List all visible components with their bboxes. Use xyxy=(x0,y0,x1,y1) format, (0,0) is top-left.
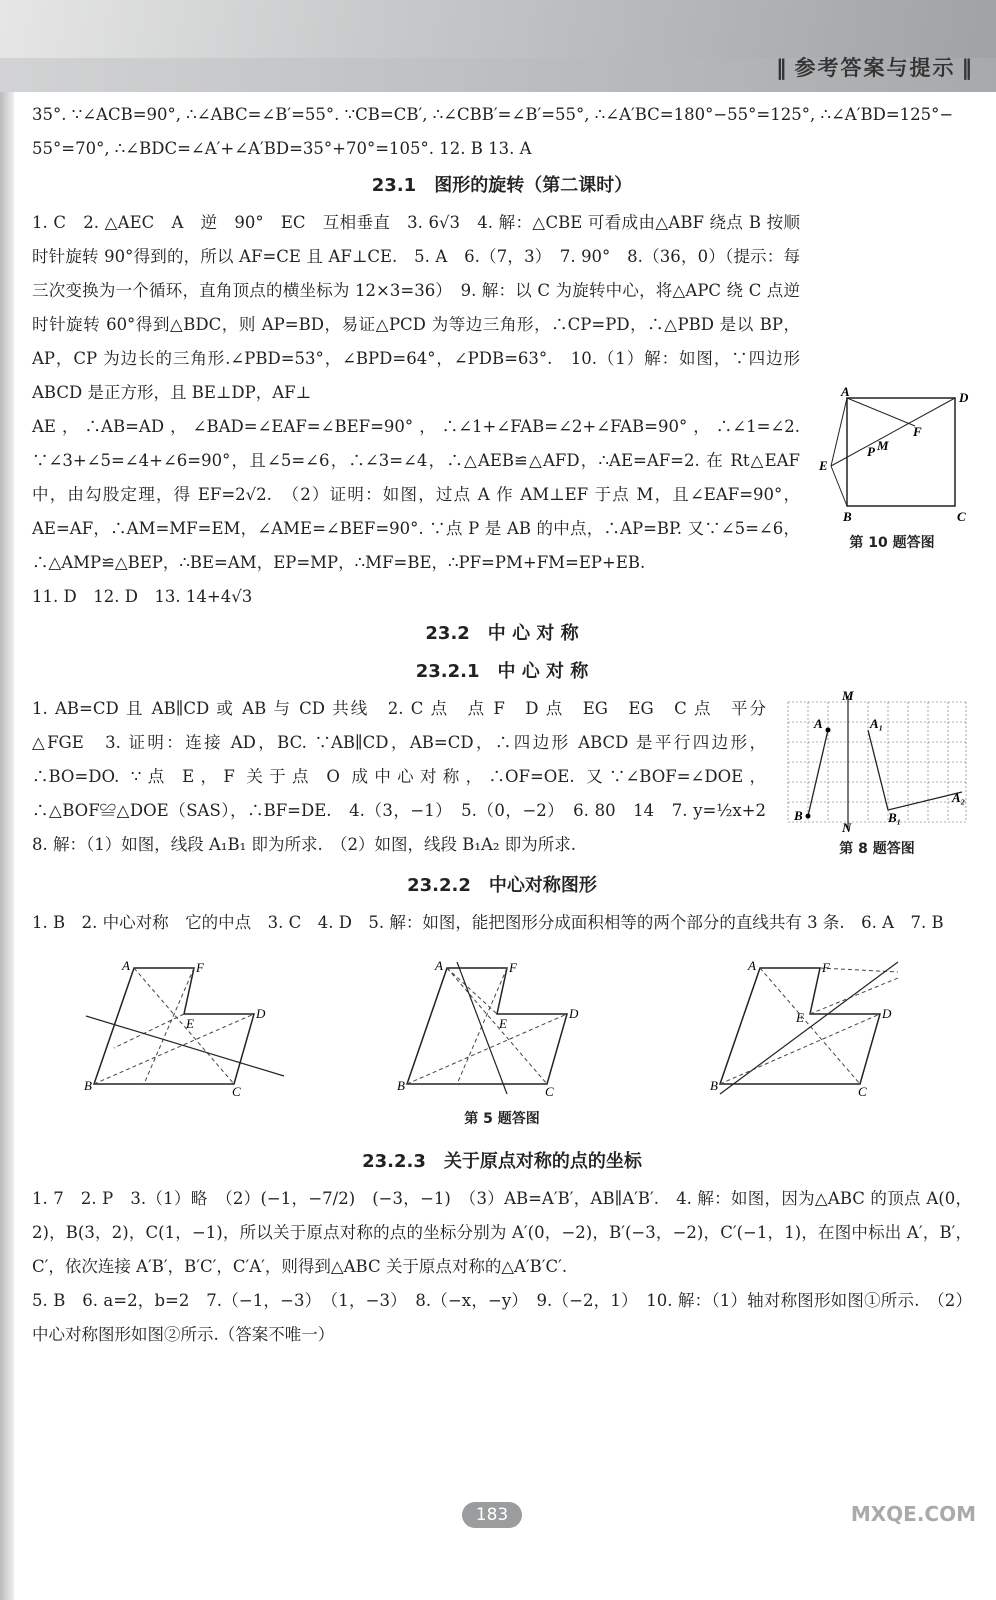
svg-text:A: A xyxy=(434,958,443,973)
header-title: ‖ 参考答案与提示 ‖ xyxy=(776,52,974,82)
svg-text:A₁: A₁ xyxy=(870,716,884,731)
svg-text:D: D xyxy=(255,1006,266,1021)
svg-text:M: M xyxy=(842,688,854,703)
svg-text:A: A xyxy=(841,384,850,399)
q10-caption: 第 10 题答图 xyxy=(849,535,935,551)
svg-text:M: M xyxy=(877,438,889,453)
svg-text:B: B xyxy=(794,808,803,823)
section-23-2-3-para-2: 5. B 6. a=2，b=2 7.（−1，−3） （1，−3） 8.（−x，−y） 9.（−2，1） 10. 解：（1）轴对称图形如图①所示. （2）中心对称图形如图②所示.（答案不唯一） xyxy=(32,1291,972,1344)
svg-text:E: E xyxy=(498,1016,507,1031)
q5-caption: 第 5 题答图 xyxy=(464,1111,540,1127)
svg-text:B: B xyxy=(843,509,852,524)
continued-line-2: 55°=70°, ∴∠BDC=∠A′+∠A′BD=35°+70°=105°. 12. B 13. A xyxy=(32,139,532,158)
q8-grid-diagram xyxy=(784,688,970,835)
svg-text:A: A xyxy=(814,716,823,731)
section-23-2-1-block xyxy=(32,688,972,866)
figure-q8 xyxy=(782,688,972,866)
section-23-2-1-para: 1. AB=CD 且 AB∥CD 或 AB 与 CD 共线 2. C 点 点 F D 点 EG EG C 点 平分 △FGE 3. 证明：连接 AD，BC. ∵AB∥CD，AB=CD，∴四边形 ABCD 是平行四边形，∴BO=DO. ∵点 E，F 关于点 O 成中心对称，∴OF=OE. 又∵∠BOF=∠DOE，∴△BOF≌△DOE（SAS），∴BF=DE. 4.（3，−1） 5.（0，−2） 6. 80 14 7. y=½x+2 8. 解：（1）如图，线段 A₁B₁ 即为所求. （2）如图，线段 B₁A₂ 即为所求. xyxy=(32,699,783,854)
svg-text:C: C xyxy=(231,1084,241,1099)
page-header xyxy=(0,0,996,92)
svg-text:A₂: A₂ xyxy=(952,790,966,805)
q5-figure-2 xyxy=(397,958,607,1098)
section-23-1-para-2: AE，∴AB=AD，∠BAD=∠EAF=∠BEF=90°，∴∠1+∠FAB=∠2+∠FAB=90°，∴∠1=∠2. ∵∠3+∠5=∠4+∠6=90°，且∠5=∠6，∴∠3=∠4，∴△AEB≌△AFD，∴AE=AF=2. 在 Rt△EAF 中，由勾股定理，得 EF=2√2. （2）证明：如图，过点 A 作 AM⊥EF 于点 M，且∠EAF=90°，AE=AF，∴AM=MF=EM，∠AME=∠BEF=90°. ∵点 P 是 AB 的中点，∴AP=BP. 又∵∠5=∠6，∴△AMP≌△BEP，∴BE=AM，EP=MP，∴MF=BE，∴PF=PM+FM=EP+EB. xyxy=(32,417,800,572)
svg-text:D: D xyxy=(568,1006,579,1021)
svg-text:B₁: B₁ xyxy=(888,810,902,825)
page-content xyxy=(32,98,972,1352)
section-title-23-1: 23.1 图形的旋转（第二课时） xyxy=(371,175,633,196)
page-number: 183 xyxy=(462,1502,522,1528)
svg-text:E: E xyxy=(185,1016,194,1031)
svg-text:F: F xyxy=(822,960,831,975)
svg-text:C: C xyxy=(544,1084,554,1099)
section-23-1-para-1: 1. C 2. △AEC A 逆 90° EC 互相垂直 3. 6√3 4. 解：△CBE 可看成由△ABF 绕点 B 按顺时针旋转 90°得到的，所以 AF=CE 且 AF⊥CE. 5. A 6.（7，3） 7. 90° 8.（36，0）（提示：每三次变换为一个循环，直角顶点的横坐标为 12×3=36） 9. 解：以 C 为旋转中心，将△APC 绕 C 点逆时针旋转 60°得到△BDC，则 AP=BD，易证△PCD 为等边三角形，∴CP=PD，∴△PBD 是以 BP，AP，CP 为边长的三角形.∠PBD=53°，∠BPD=64°，∠PDB=63°. 10.（1）解：如图，∵四边形 ABCD 是正方形，且 BE⊥DP，AF⊥ xyxy=(32,213,800,402)
svg-text:F: F xyxy=(195,960,204,975)
svg-text:A: A xyxy=(121,958,130,973)
svg-text:A: A xyxy=(748,958,757,973)
left-margin-bar xyxy=(0,92,14,1600)
svg-text:E: E xyxy=(819,458,828,473)
svg-text:C: C xyxy=(957,509,966,524)
svg-text:F: F xyxy=(508,960,517,975)
section-title-23-2-3: 23.2.3 关于原点对称的点的坐标 xyxy=(362,1151,642,1172)
section-23-2-2-para: 1. B 2. 中心对称 它的中点 3. C 4. D 5. 解：如图，能把图形分成面积相等的两个部分的直线共有 3 条. 6. A 7. B xyxy=(32,913,944,932)
q5-figure-1 xyxy=(84,958,294,1098)
q10-square-diagram xyxy=(817,386,967,526)
section-title-23-2-2: 23.2.2 中心对称图形 xyxy=(407,875,597,896)
q8-caption: 第 8 题答图 xyxy=(839,841,915,857)
section-title-23-2-1: 23.2.1 中 心 对 称 xyxy=(415,661,589,682)
svg-text:B: B xyxy=(710,1078,719,1093)
svg-text:N: N xyxy=(842,820,852,835)
figure-q10 xyxy=(812,386,972,580)
watermark: MXQE.COM xyxy=(850,1502,976,1526)
q5-figures-row xyxy=(32,958,972,1098)
svg-text:D: D xyxy=(959,390,969,405)
svg-text:B: B xyxy=(396,1078,405,1093)
svg-text:B: B xyxy=(83,1078,92,1093)
svg-text:F: F xyxy=(913,424,922,439)
section-23-1-block xyxy=(32,206,972,580)
q5-figure-3 xyxy=(710,958,920,1098)
svg-text:P: P xyxy=(867,444,875,459)
svg-text:D: D xyxy=(882,1006,892,1021)
section-23-2-3-para-1: 1. 7 2. P 3.（1）略 （2）(−1，−7/2) (−3，−1) （3）AB=A′B′，AB∥A′B′. 4. 解：如图，因为△ABC 的顶点 A(0，2)，B(3，2)，C(1，−1)，所以关于原点对称的点的坐标分别为 A′(0，−2)，B′(−3，−2)，C′(−1，1)，在图中标出 A′，B′，C′，依次连接 A′B′，B′C′，C′A′，则得到△ABC 关于原点对称的△A′B′C′. xyxy=(32,1189,972,1276)
svg-text:E: E xyxy=(796,1010,805,1025)
continued-line-1: 35°. ∵∠ACB=90°, ∴∠ABC=∠B′=55°. ∵CB=CB′, ∴∠CBB′=∠B′=55°, ∴∠A′BC=180°−55°=125°, ∴∠A′BD=125°− xyxy=(32,105,954,124)
section-title-23-2: 23.2 中 心 对 称 xyxy=(425,623,579,644)
svg-text:C: C xyxy=(858,1084,867,1099)
section-23-1-para-3: 11. D 12. D 13. 14+4√3 xyxy=(32,587,253,606)
